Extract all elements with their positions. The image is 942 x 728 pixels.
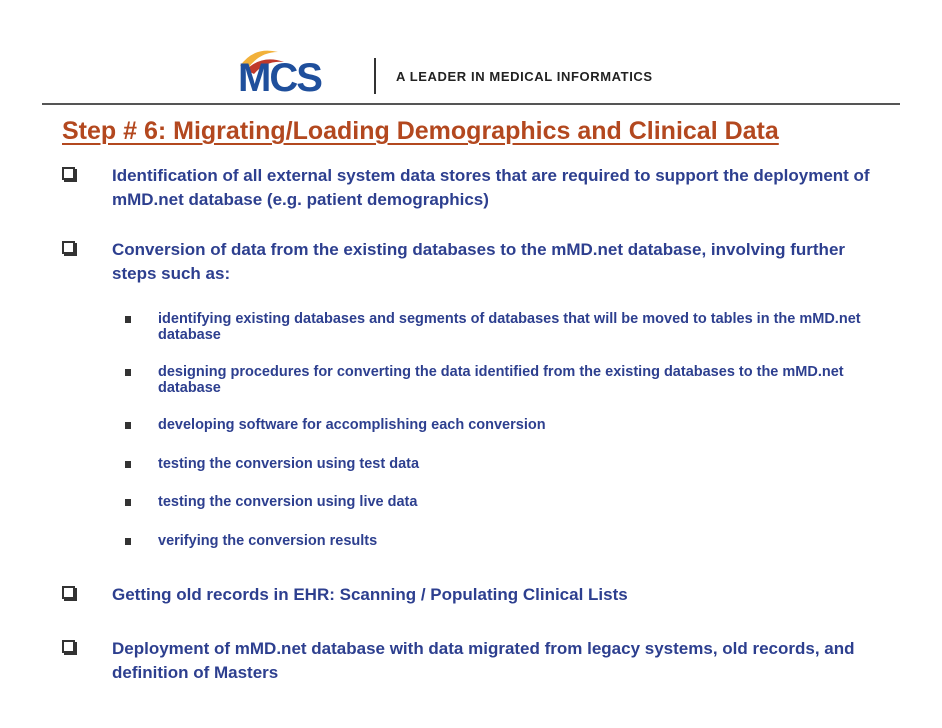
square-bullet-icon [125,499,131,506]
sub-bullet-text: verifying the conversion results [158,533,378,549]
bullet-text: Identification of all external system data stores that are required to support the deployment of mMD.net database (e.g. patient demographics) [112,166,870,209]
checkbox-bullet-icon [62,586,75,599]
sub-bullet-text: testing the conversion using test data [158,456,420,472]
square-bullet-icon [125,538,131,545]
square-bullet-icon [125,422,131,429]
logo-divider [374,58,376,94]
sub-bullet-text: identifying existing databases and segments of databases that will be moved to tables in the mMD.net database [158,311,861,343]
logo-wordmark: MCS [238,56,321,100]
checkbox-bullet-icon [62,640,75,653]
sub-bullet-text: developing software for accomplishing each conversion [158,417,546,433]
sub-bullet-text: testing the conversion using live data [158,494,418,510]
square-bullet-icon [125,461,131,468]
slide-title: Step # 6: Migrating/Loading Demographics and Clinical Data [62,117,779,145]
sub-bullet-text: designing procedures for converting the data identified from the existing databases to the mMD.net database [158,364,844,396]
square-bullet-icon [125,316,131,323]
checkbox-bullet-icon [62,167,75,180]
bullet-text: Deployment of mMD.net database with data migrated from legacy systems, old records, and definition of Masters [112,639,855,682]
bullet-text: Conversion of data from the existing databases to the mMD.net database, involving further steps such as: [112,240,846,283]
square-bullet-icon [125,369,131,376]
logo-tagline: A LEADER IN MEDICAL INFORMATICS [396,69,653,84]
company-logo [232,44,710,98]
header-rule [42,103,900,105]
bullet-text: Getting old records in EHR: Scanning / Populating Clinical Lists [112,585,628,604]
checkbox-bullet-icon [62,241,75,254]
